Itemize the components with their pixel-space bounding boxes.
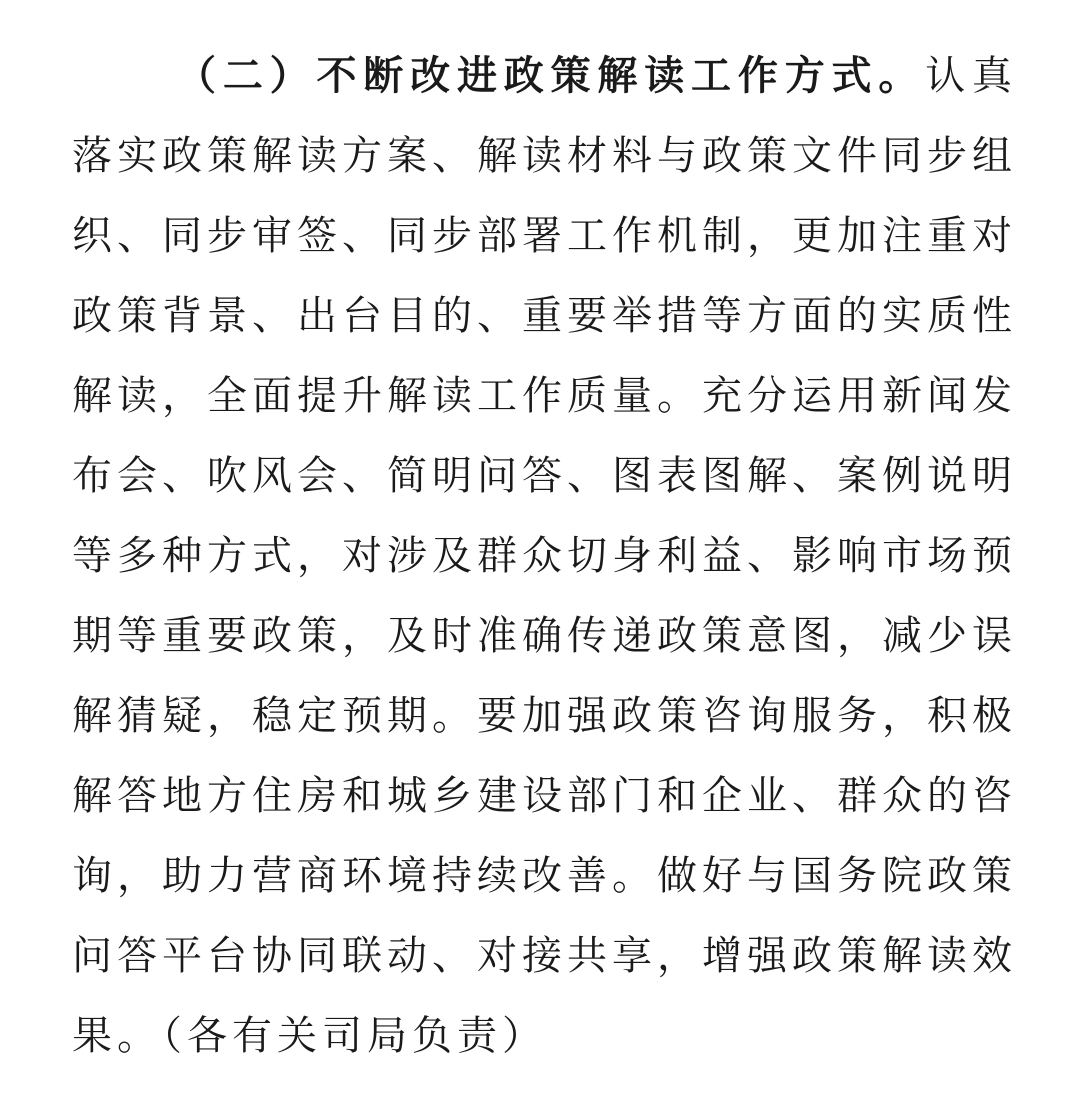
- text-line-7: 等多种方式，对涉及群众切身利益、影响市场预: [72, 533, 1012, 579]
- text-line-1: [72, 36, 1012, 116]
- text-line-3: 织、同步审签、同步部署工作机制，更加注重对: [72, 213, 1012, 259]
- text-line-2: 落实政策解读方案、解读材料与政策文件同步组: [72, 133, 1012, 179]
- text-line-9: 解猜疑，稳定预期。要加强政策咨询服务，积极: [72, 693, 1012, 739]
- text-line-6: 布会、吹风会、简明问答、图表图解、案例说明: [72, 453, 1012, 499]
- text-line-10: 解答地方住房和城乡建设部门和企业、群众的咨: [72, 773, 1012, 819]
- text-line-8: 期等重要政策，及时准确传递政策意图，减少误: [72, 613, 1012, 659]
- section-heading: （二）不断改进政策解读工作方式。: [176, 53, 926, 99]
- text-line-5: 解读，全面提升解读工作质量。充分运用新闻发: [72, 373, 1012, 419]
- text-line-11: 询，助力营商环境持续改善。做好与国务院政策: [72, 853, 1012, 899]
- text-line-13: 果。（各有关司局负责）: [72, 1013, 547, 1059]
- text-fragment: 认真: [925, 53, 1012, 99]
- document-body: [72, 36, 1012, 1076]
- text-line-12: 问答平台协同联动、对接共享，增强政策解读效: [72, 933, 1012, 979]
- text-line-4: 政策背景、出台目的、重要举措等方面的实质性: [72, 293, 1012, 339]
